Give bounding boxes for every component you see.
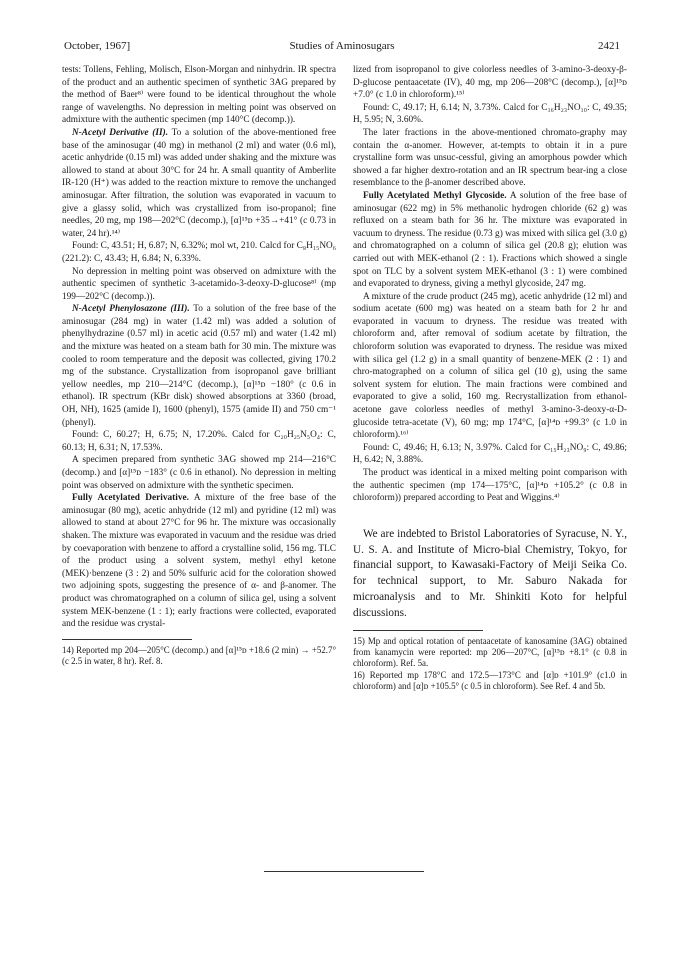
end-rule	[264, 871, 424, 872]
paragraph-identity-v: The product was identical in a mixed melting point comparison with the authentic specimen (mp 174—175°C, [α]¹⁴ᴅ +105.2° (c 0.8 in chloroform)) prepared according to Peat and Wiggins.⁴⁾	[353, 468, 627, 504]
paragraph-analysis-iii: Found: C, 60.27; H, 6.75; N, 17.20%. Calcd for C₂₀H₂₅N₅O₄: C, 60.13; H, 6.31; N, 17.53%.	[62, 430, 336, 453]
header-date: October, 1967]	[64, 40, 131, 52]
paragraph-analysis-ii: Found: C, 43.51; H, 6.87; N, 6.32%; mol wt, 210. Calcd for C₈H₁₅NO₆ (221.2): C, 43.43; H, 6.84; N, 6.33%.	[62, 241, 336, 264]
paragraph-crude-product: A mixture of the crude product (245 mg), acetic anhydride (12 ml) and sodium acetate (600 mg) was heated on a steam bath for 2 hr and evaporated in vacuum to dryness. The residue was treated with chloroform and, after removal of sodium acetate by filtration, the chloroform solution was evaporated to dryness. The residue was mixed with silica gel (1.2 g) in a small quantity of benzene-MEK (2 : 1) and chro-matographed on a column of silica gel (10 g), using the same solvent system for elution. The main fractions were combined and evaporated to give a solid, 160 mg. Recrystallization from ethanol-acetone gave colorless needles of methyl 3-amino-3-deoxy-α-D-glucoside tetra-acetate (V), 60 mg; mp 174°C, [α]¹⁴ᴅ +99.3° (c 1.0 in chloroform).¹⁶⁾	[353, 291, 627, 441]
page-number: 2421	[598, 40, 620, 52]
paragraph-text: A mixture of the free base of the aminosugar (80 mg), acetic anhydride (12 ml) and pyridine (12 ml) was allowed to stand at about 27°C for 96 hr. The mixture was occasionally shaken. The mixture was evaporated in vacuum and the residue was dried by coevaporation with benzene to afford a crystalline solid, 156 mg. TLC of the product using a solvent system, methyl ethyl ketone (MEK)·benzene (3 : 2) and 50% sulfuric acid for the coloration showed two adjoining spots, suggesting the presence of α- and β-anomer. The product was chromatographed on a column of silica gel, using a solvent system MEK-benzene (1 : 1); early fractions were collected, evaporated and the residue was crystal-	[62, 493, 336, 630]
paragraph-phenylosazone	[62, 303, 336, 429]
paragraph-analysis-v: Found: C, 49.46; H, 6.13; N, 3.97%. Calcd for C₁₅H₂₃NO₉: C, 49.86; H, 6.42; N, 3.88%.	[353, 442, 627, 466]
header-title: Studies of Aminosugars	[289, 40, 395, 52]
footnote-14: 14) Reported mp 204—205°C (decomp.) and [α]¹⁵ᴅ +18.6 (2 min) → +52.7° (c 2.5 in water, 8 hr). Ref. 8.	[62, 644, 336, 667]
paragraph-specimen-iii: A specimen prepared from synthetic 3AG showed mp 214—216°C (decomp.) and [α]¹⁵ᴅ −183° (c 0.6 in ethanol). No depression in melting point was observed on admixture with the synthetic specimen.	[62, 455, 336, 491]
paragraph-n-acetyl-derivative	[62, 127, 336, 240]
section-heading-fully-acetylated: Fully Acetylated Derivative.	[72, 493, 189, 504]
running-header	[64, 40, 620, 56]
section-heading-n-acetyl-derivative: N-Acetyl Derivative (II).	[72, 127, 169, 138]
paragraph-methyl-glycoside	[353, 190, 627, 291]
paragraph-text: A solution of the free base of aminosugar (622 mg) in 5% methanolic hydrogen chloride (62 g) was refluxed on a steam bath for 36 hr. The mixture was evaporated in vacuum to dryness. The residue (0.73 g) was mixed with silica gel (3.0 g) and chromatographed on a column of silica gel (20.8 g); elution was carried out with MEK-ethanol (2 : 1). Fractions which showed a single spot on TLC by a solvent system MEK-ethanol (3 : 1) were combined and evaporated to dryness, giving a methyl glycoside, 247 mg.	[353, 190, 628, 290]
paragraph-fully-acetylated	[62, 492, 336, 631]
left-column	[62, 64, 336, 668]
paragraph-text: To a solution of the above-mentioned free base of the aminosugar (40 mg) in methanol (2 ml) and water (0.6 ml), acetic anhydride (0.15 ml) was added under shaking and the mixture was allowed to stand at about 30°C for 24 hr. A small quantity of Amberlite IR-120 (H⁺) was added to the reaction mixture to remove the unchanged aminosugar. After filtration, the solution was evaporated in vacuum to give a glassy solid, which was crystallized from iso-propanol; fine needles, 20 mg, mp 198—202°C (decomp.), [α]¹⁵ᴅ +35→+41° (c 0.73 in water, 24 hr).¹⁴⁾	[62, 127, 336, 239]
section-heading-phenylosazone: N-Acetyl Phenylosazone (III).	[72, 304, 190, 315]
right-column	[353, 64, 627, 693]
paragraph-tests: tests: Tollens, Fehling, Molisch, Elson-Morgan and ninhydrin. IR spectra of the product and an authentic specimen of synthetic 3AG prepared by the method of Baer⁸⁾ were found to be identical throughout the whole range of wavelengths. No depression in melting point was observed on admixture with the authentic specimen (mp 140°C (decomp.)).	[62, 65, 336, 126]
acknowledgement: We are indebted to Bristol Laboratories of Syracuse, N. Y., U. S. A. and Institute of Micro-bial Chemistry, Tokyo, for financial support, to Kawasaki-Factory of Meiji Seika Co. for technical support, to Mr. Saburo Nakada for microanalysis and to Mr. Shinkiti Koto for helpful discussions.	[353, 527, 627, 619]
footnote-divider	[62, 639, 192, 640]
section-heading-methyl-glycoside: Fully Acetylated Methyl Glycoside.	[363, 190, 507, 201]
paragraph-pentaacetate: lized from isopropanol to give colorless needles of 3-amino-3-deoxy-β-D-glucose pentaacetate (IV), 40 mg, mp 206—208°C (decomp.), [α]¹⁵ᴅ +7.0° (c 1.0 in chloroform).¹⁵⁾	[353, 65, 627, 101]
footnote-15: 15) Mp and optical rotation of pentaacetate of kanosamine (3AG) obtained from kanamycin were reported: mp 206—207°C, [α]¹⁵ᴅ +8.1° (c 0.8 in chloroform). Ref. 5a.	[353, 635, 627, 669]
paragraph-analysis-iv: Found: C, 49.17; H, 6.14; N, 3.73%. Calcd for C₁₆H₂₃NO₁₀: C, 49.35; H, 5.95; N, 3.60%.	[353, 102, 627, 126]
footnote-divider	[353, 630, 483, 631]
paragraph-melting-point-ii: No depression in melting point was observed on admixture with the authentic specimen of synthetic 3-acetamido-3-deoxy-D-glucose⁸⁾ (mp 199—202°C (decomp.)).	[62, 266, 336, 302]
paragraph-later-fractions: The later fractions in the above-mentioned chromato-graphy may contain the α-anomer. However, at-tempts to obtain it in a pure crystalline form was unsuc-cessful, giving an amorphous powder which showed a far higher dextro-rotation and an IR spectrum bear-ing a close resemblance to the β-anomer described above.	[353, 127, 627, 189]
paragraph-text: To a solution of the free base of the aminosugar (284 mg) in water (1.42 ml) was added a solution of phenylhydrazine (0.57 ml) in acetic acid (0.57 ml) and water (1.42 ml) and the mixture was heated on a steam bath for 30 min. The mixture was cooled to room temperature and the deposit was collected, giving 170.2 mg of the substance. Crystallization from isopropanol gave brilliant yellow needles, mp 210—214°C (decomp.), [α]¹⁵ᴅ −180° (c 0.6 in ethanol). IR spectrum (KBr disk) showed absorptions at 3360 (broad, OH, NH), 1625 (amide I), 1600 (phenyl), 1575 (amide II) and 750 cm⁻¹ (phenyl).	[62, 304, 336, 428]
footnote-16: 16) Reported mp 178°C and 172.5—173°C and [α]ᴅ +101.9° (c1.0 in chloroform) and [α]ᴅ +105.5° (c 0.5 in chloroform). See Ref. 4 and 5b.	[353, 669, 627, 692]
